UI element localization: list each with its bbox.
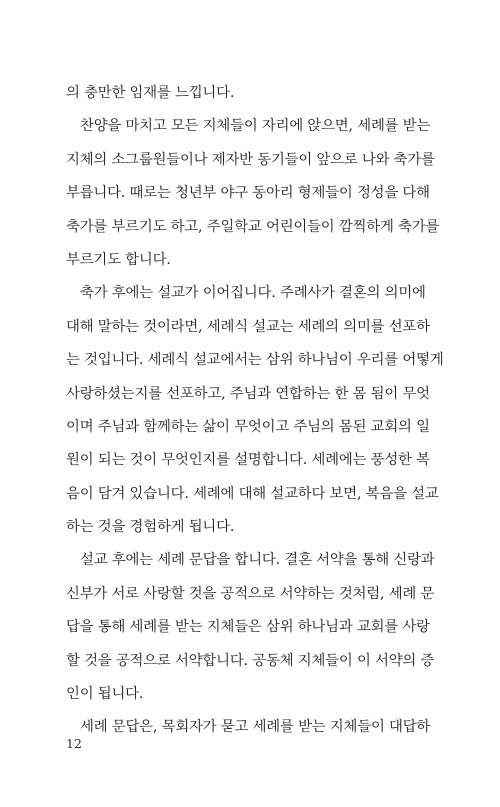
text-line: 이며 주님과 함께하는 삶이 무엇이고 주님의 몸된 교회의 일 — [66, 418, 430, 435]
text-line: 대해 말하는 것이라면, 세례식 설교는 세례의 의미를 선포하 — [66, 318, 430, 335]
text-line: 설교 후에는 세례 문답을 합니다. 결혼 서약을 통해 신랑과 — [80, 552, 435, 569]
text-line: 부릅니다. 때로는 청년부 야구 동아리 형제들이 정성을 다해 — [66, 185, 430, 202]
text-line: 신부가 서로 사랑할 것을 공적으로 서약하는 것처럼, 세례 문 — [66, 585, 435, 602]
text-line: 는 것입니다. 세례식 설교에서는 삼위 하나님이 우리를 어떻게 — [66, 352, 444, 369]
text-line: 하는 것을 경험하게 됩니다. — [66, 519, 235, 536]
text-line: 할 것을 공적으로 서약합니다. 공동체 지체들이 이 서약의 증 — [66, 652, 435, 669]
text-line: 찬양을 마치고 모든 지체들이 자리에 앉으면, 세례를 받는 — [80, 118, 431, 135]
text-line: 음이 담겨 있습니다. 세례에 대해 설교하다 보면, 복음을 설교 — [66, 485, 439, 502]
text-line: 세례 문답은, 목회자가 묻고 세례를 받는 지체들이 대답하 — [80, 719, 431, 736]
text-line: 사랑하셨는지를 선포하고, 주님과 연합하는 한 몸 됨이 무엇 — [66, 385, 430, 402]
text-line: 답을 통해 세례를 받는 지체들은 삼위 하나님과 교회를 사랑 — [66, 619, 430, 636]
text-line: 원이 되는 것이 무엇인지를 설명합니다. 세례에는 풍성한 복 — [66, 452, 430, 469]
text-line: 축가 후에는 설교가 이어집니다. 주례사가 결혼의 의미에 — [80, 285, 426, 302]
page-number: 12 — [66, 736, 82, 751]
body-text — [66, 77, 444, 745]
text-line: 부르기도 합니다. — [66, 251, 171, 268]
text-line: 축가를 부르기도 하고, 주일학교 어린이들이 깜찍하게 축가를 — [66, 218, 440, 235]
text-line: 인이 됩니다. — [66, 686, 144, 703]
text-line: 의 충만한 임재를 느낍니다. — [66, 85, 235, 101]
text-line: 지체의 소그룹원들이나 제자반 동기들이 앞으로 나와 축가를 — [66, 151, 435, 168]
